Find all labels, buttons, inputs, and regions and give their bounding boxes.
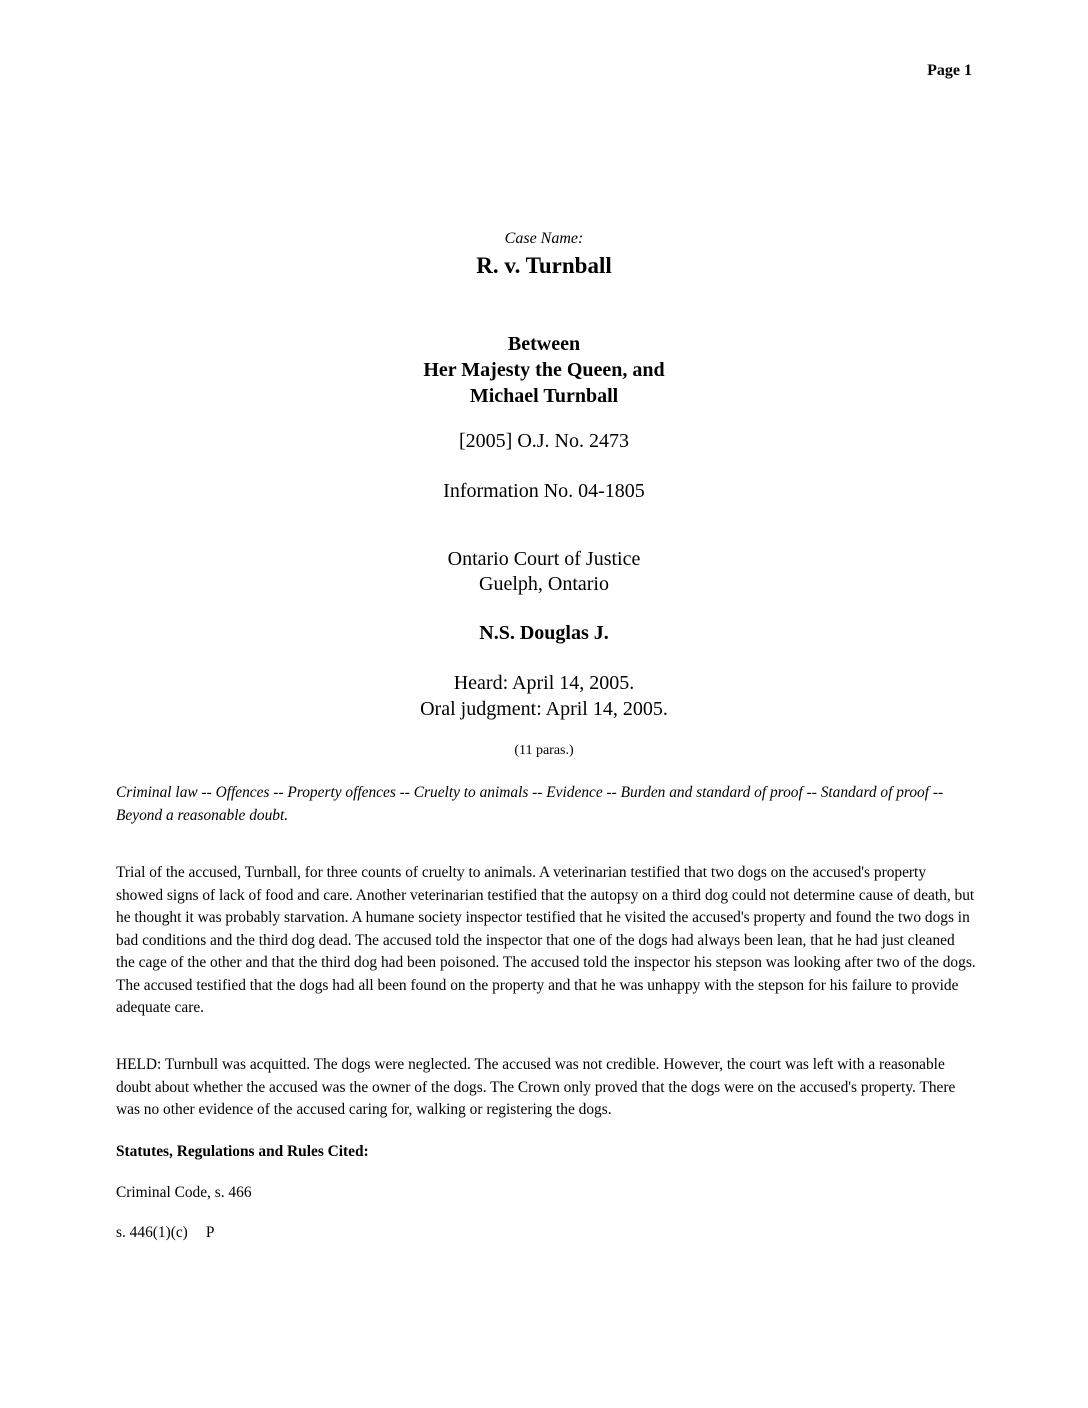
held-paragraph: HELD: Turnbull was acquitted. The dogs were neglected. The accused was not credible. However, the court was left with a reasonable doubt about whether the accused was the owner of the dogs. The Crown only proved that the dogs were on the accused's property. There was no other evidence of the accused caring for, walking or registering the dogs.	[116, 1056, 956, 1118]
court-location: Guelph, Ontario	[479, 573, 609, 595]
case-name-label: Case Name:	[504, 230, 584, 247]
parties-crown: Her Majesty the Queen, and	[423, 359, 665, 381]
hearing-dates	[0, 670, 1088, 722]
statutes-heading: Statutes, Regulations and Rules Cited:	[116, 1143, 369, 1160]
court-name: Ontario Court of Justice	[447, 548, 641, 570]
oral-judgment-date: Oral judgment: April 14, 2005.	[420, 698, 668, 720]
parties	[0, 331, 1088, 409]
statute-section: s. 446(1)(c)	[116, 1224, 188, 1241]
paragraph-count: (11 paras.)	[514, 743, 574, 758]
statute-marker: P	[205, 1224, 215, 1241]
citation: [2005] O.J. No. 2473	[459, 430, 629, 452]
statute-item: Criminal Code, s. 466	[116, 1184, 252, 1201]
parties-accused: Michael Turnball	[469, 385, 619, 407]
information-number: Information No. 04-1805	[443, 480, 645, 502]
court-info	[0, 547, 1088, 597]
parties-between: Between	[507, 333, 581, 355]
statute-item-section	[116, 1222, 976, 1245]
page-number: Page 1	[927, 62, 972, 79]
heard-date: Heard: April 14, 2005.	[453, 672, 635, 694]
judge-name: N.S. Douglas J.	[479, 622, 609, 644]
case-summary: Trial of the accused, Turnball, for three counts of cruelty to animals. A veterinarian testified that two dogs on the accused's property showed signs of lack of food and care. Another veterinarian testified that the autopsy on a third dog could not determine cause of death, but he thought it was probably starvation. A humane society inspector testified that he visited the accused's property and found the two dogs in bad conditions and the third dog dead. The accused told the inspector that one of the dogs had always been lean, that he had just cleaned the cage of the other and that the third dog had been poisoned. The accused told the inspector his stepson was looking after two of the dogs. The accused testified that the dogs had all been found on the property and that he was unhappy with the stepson for his failure to provide adequate care.	[116, 864, 976, 1016]
catchwords: Criminal law -- Offences -- Property offences -- Cruelty to animals -- Evidence -- Burden and standard of proof -- Standard of proof -- Beyond a reasonable doubt.	[116, 784, 944, 824]
case-title: R. v. Turnball	[476, 253, 612, 278]
